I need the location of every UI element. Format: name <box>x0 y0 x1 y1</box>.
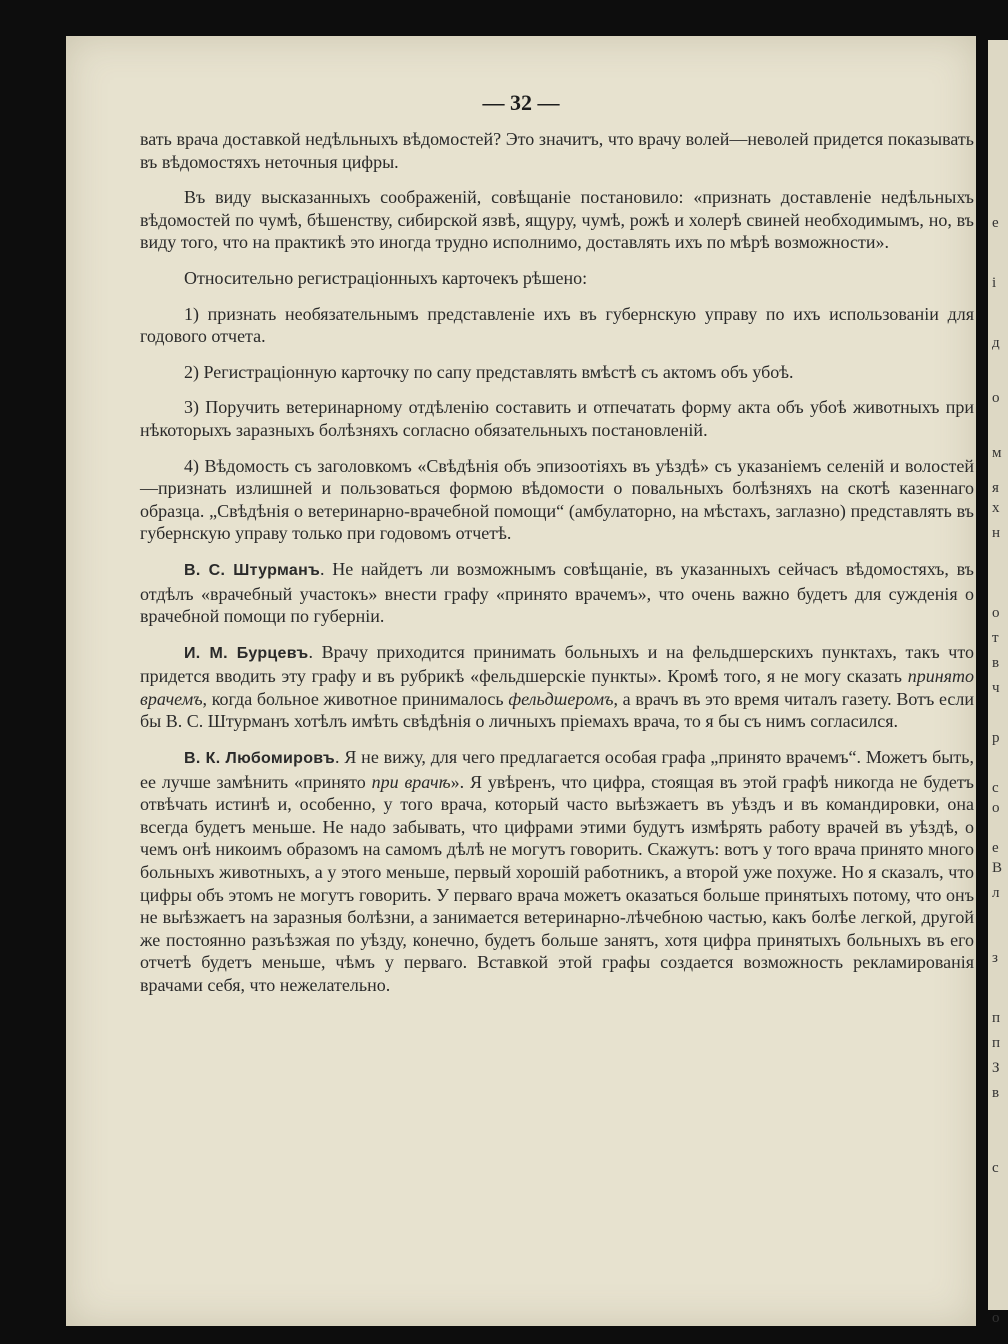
paragraph <box>140 303 974 348</box>
adjacent-page-letter: в <box>992 655 1000 671</box>
page-number: — 32 — <box>482 90 560 115</box>
paragraph <box>140 361 974 384</box>
adjacent-page-letter: о <box>992 1310 1000 1326</box>
adjacent-page-letter: м <box>992 445 1002 461</box>
adjacent-page-letter: з <box>992 950 998 966</box>
paragraph-text: ». Я увѣренъ, что цифра, стоящая въ этой графѣ никогда не будетъ отвѣчать истинѣ и, особенно, у того врача, который часто выѣзжаетъ въ уѣздъ и въ командировки, она всегда будетъ меньше. Не надо забывать, что цифрами этими будутъ измѣрять работу врачей въ уѣздѣ, о чемъ онѣ никоимъ образомъ на самомъ дѣлѣ не могутъ говорить. Скажутъ: вотъ у того врача принято много больныхъ животныхъ, а у этого меньше, первый хорошій работникъ, а второй уже похуже. Но я сказалъ, что цифры объ этомъ не могутъ говорить. У перваго врача можетъ оказаться больше принятыхъ потому, что онъ не выѣзжаетъ на заразныя болѣзни, а занимается ветеринарно-лѣчебною частью, какъ болѣе легкой, другой же постоянно разъѣзжая по уѣзду, конечно, будетъ больше занятъ, хотя цифра принятыхъ больныхъ въ его отчетѣ будетъ меньше, чѣмъ у перваго. Вставкой этой графы создается возможность рекламированія врачами себя, что нежелательно. <box>140 771 974 995</box>
speaker-name: В. К. Любомировъ <box>184 750 336 768</box>
adjacent-page-letter: п <box>992 1035 1001 1051</box>
paragraph-text: . Не найдетъ ли возможнымъ совѣщаніе, въ указанныхъ сейчасъ вѣдомостяхъ, въ отдѣлъ «врачебный участокъ» внести графу «принято врачемъ», что очень важно будетъ для сужденія о врачебной помощи по губерніи. <box>140 558 974 627</box>
adjacent-page-letter: р <box>992 730 1000 746</box>
adjacent-page-letter: п <box>992 1010 1001 1026</box>
paragraph-text: . Врачу приходится принимать больныхъ и на фельдшерскихъ пунктахъ, такъ что придется вводить эту графу и въ рубрикѣ «фельдшерскіе пункты». Кромѣ того, я не могу сказать <box>140 641 974 687</box>
adjacent-page-letter: л <box>992 885 1000 901</box>
adjacent-page-letter: с <box>992 1160 999 1176</box>
paragraph <box>140 455 974 545</box>
page-body-text <box>140 128 974 997</box>
speaker-name: И. М. Бурцевъ <box>184 644 309 662</box>
paragraph <box>140 267 974 290</box>
adjacent-page-letter: е <box>992 840 999 856</box>
paragraph-text: 4) Вѣдомость съ заголовкомъ «Свѣдѣнія объ эпизоотіяхъ въ уѣздѣ» съ указаніемъ селеній и волостей—признать излишней и пользоваться формою вѣдомости о повальныхъ болѣзняхъ на скотѣ казеннаго образца. „Свѣдѣнія о ветеринарно-врачебной помощи“ (амбулаторно, на мѣстахъ, заглазно) представлять въ губернскую управу только при годовомъ отчетѣ. <box>140 455 974 544</box>
adjacent-page-letter: о <box>992 800 1000 816</box>
adjacent-page-letter: ч <box>992 680 1000 696</box>
emphasis-text: при врачѣ <box>371 771 451 792</box>
paragraph <box>140 396 974 441</box>
speaker-name: В. С. Штурманъ <box>184 561 321 579</box>
adjacent-page-letter: я <box>992 480 999 496</box>
paragraph-text: , когда больное животное принималось <box>202 688 509 709</box>
adjacent-page-letter: в <box>992 1085 1000 1101</box>
adjacent-page-letter: о <box>992 605 1000 621</box>
paragraph <box>140 746 974 997</box>
adjacent-page-letter: і <box>992 275 997 291</box>
adjacent-page-letter: З <box>992 1060 1000 1076</box>
adjacent-page-letter: д <box>992 335 1000 351</box>
paragraph-text: . Я не вижу, для чего предлагается особая графа „принято врачемъ“. Можетъ быть, ее лучше замѣнить «принято <box>140 747 974 792</box>
paragraph-text: Въ виду высказанныхъ соображеній, совѣщаніе постановило: «признать доставленіе недѣльныхъ вѣдомостей по чумѣ, бѣшенству, сибирской язвѣ, ящуру, чумѣ, рожѣ и холерѣ свиней необходимымъ, но, въ виду того, что на практикѣ это иногда трудно исполнимо, доставлять ихъ по мѣрѣ возможности». <box>140 187 974 253</box>
adjacent-page-letter: с <box>992 780 999 796</box>
adjacent-page-letter: н <box>992 525 1001 541</box>
adjacent-page-letter: о <box>992 390 1000 406</box>
adjacent-page-letter: е <box>992 215 999 231</box>
emphasis-text: фельдшеромъ <box>508 688 614 709</box>
emphasis-text: принято врачемъ <box>140 666 974 709</box>
paragraph-text: Относительно регистраціонныхъ карточекъ рѣшено: <box>184 267 588 288</box>
paragraph <box>140 186 974 254</box>
paragraph <box>140 128 974 173</box>
paragraph-text: вать врача доставкой недѣльныхъ вѣдомостей? Это значитъ, что врачу волей—неволей придется показывать въ вѣдомостяхъ неточныя цифры. <box>140 129 974 172</box>
document-page <box>66 36 976 1326</box>
paragraph-text: 1) признать необязательнымъ представленіе ихъ въ губернскую управу по ихъ использованіи для годового отчета. <box>140 303 974 347</box>
adjacent-page-letter: В <box>992 860 1003 876</box>
adjacent-page-letter: т <box>992 630 999 646</box>
paragraph-text: 3) Поручить ветеринарному отдѣленію составить и отпечатать форму акта объ убоѣ животныхъ при нѣкоторыхъ заразныхъ болѣзняхъ согласно обязательныхъ постановленій. <box>140 397 974 440</box>
adjacent-page-edge <box>988 40 1008 1326</box>
paragraph-text: , а врачъ въ это время читалъ газету. Вотъ если бы В. С. Штурманъ хотѣлъ имѣть свѣдѣнія о личныхъ пріемахъ врача, то я бы съ нимъ согласился. <box>140 688 974 732</box>
paragraph <box>140 558 974 628</box>
paragraph <box>140 641 974 733</box>
paragraph-text: 2) Регистраціонную карточку по сапу представлять вмѣстѣ съ актомъ объ убоѣ. <box>184 361 794 382</box>
adjacent-page-letter: х <box>992 500 1000 516</box>
